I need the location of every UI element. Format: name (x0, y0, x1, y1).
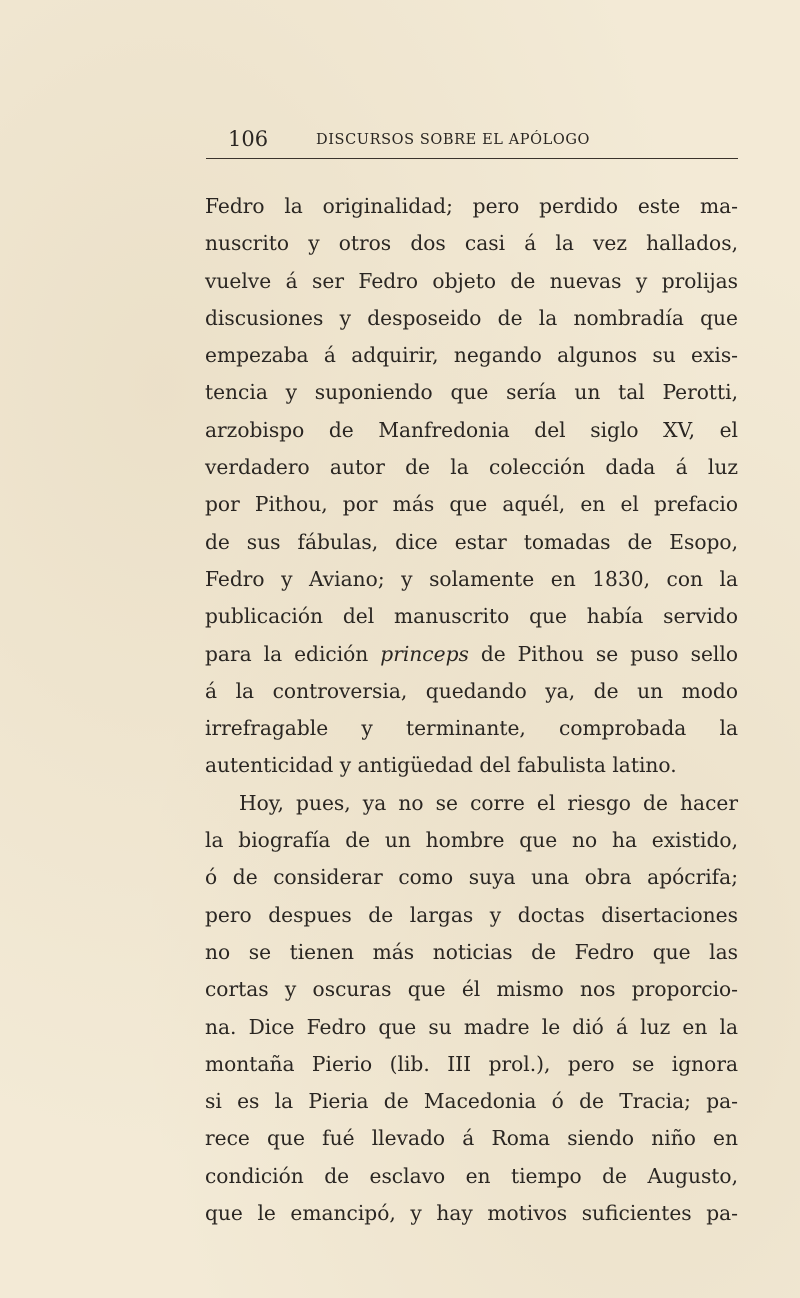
text-line: rece que fué llevado á Roma siendo niño en (205, 1126, 738, 1151)
page-number: 106 (228, 127, 269, 151)
italic-term: princeps (380, 641, 469, 666)
text-line: autenticidad y antigüedad del fabulista latino. (205, 753, 677, 778)
text-segment: para la edición (205, 641, 381, 666)
text-line: irrefragable y terminante, comprobada la (205, 716, 738, 741)
page-header (228, 124, 738, 154)
header-rule (206, 158, 738, 159)
text-line: de sus fábulas, dice estar tomadas de Esopo, (205, 529, 738, 554)
text-line: montaña Pierio (lib. III prol.), pero se ignora (205, 1051, 738, 1076)
text-line: si es la Pieria de Macedonia ó de Tracia; pa- (205, 1089, 738, 1114)
text-line: pero despues de largas y doctas disertaciones (205, 902, 738, 927)
text-line: Hoy, pues, ya no se corre el riesgo de hacer (239, 790, 738, 815)
text-line: Fedro y Aviano; y solamente en 1830, con la (205, 566, 738, 591)
text-line: discusiones y desposeido de la nombradía que (205, 305, 738, 330)
text-segment: de Pithou se puso sello (468, 641, 738, 666)
body-text (205, 188, 738, 1232)
text-line: la biografía de un hombre que no ha existido, (205, 828, 738, 853)
text-line: Fedro la originalidad; pero perdido este ma- (205, 194, 738, 218)
text-line: verdadero autor de la colección dada á luz (205, 455, 738, 480)
text-line: cortas y oscuras que él mismo nos proporcio- (205, 977, 738, 1002)
text-line: que le emancipó, y hay motivos suficientes pa- (205, 1201, 738, 1226)
text-line: tencia y suponiendo que sería un tal Perotti, (205, 380, 738, 405)
text-line: condición de esclavo en tiempo de Augusto, (205, 1163, 738, 1188)
text-line: nuscrito y otros dos casi á la vez hallados, (205, 231, 738, 256)
text-line: vuelve á ser Fedro objeto de nuevas y prolijas (205, 268, 738, 293)
text-line (205, 636, 738, 673)
text-line: empezaba á adquirir, negando algunos su exis- (205, 343, 738, 368)
text-line: por Pithou, por más que aquél, en el prefacio (205, 492, 738, 517)
text-line: publicación del manuscrito que había servido (205, 604, 738, 629)
text-line: na. Dice Fedro que su madre le dió á luz en la (205, 1014, 738, 1039)
running-head: DISCURSOS SOBRE EL APÓLOGO (316, 132, 590, 148)
text-line: no se tienen más noticias de Fedro que las (205, 939, 738, 964)
text-line: ó de considerar como suya una obra apócrifa; (205, 865, 738, 890)
text-line: á la controversia, quedando ya, de un modo (205, 678, 738, 703)
text-line: arzobispo de Manfredonia del siglo XV, el (205, 417, 738, 442)
